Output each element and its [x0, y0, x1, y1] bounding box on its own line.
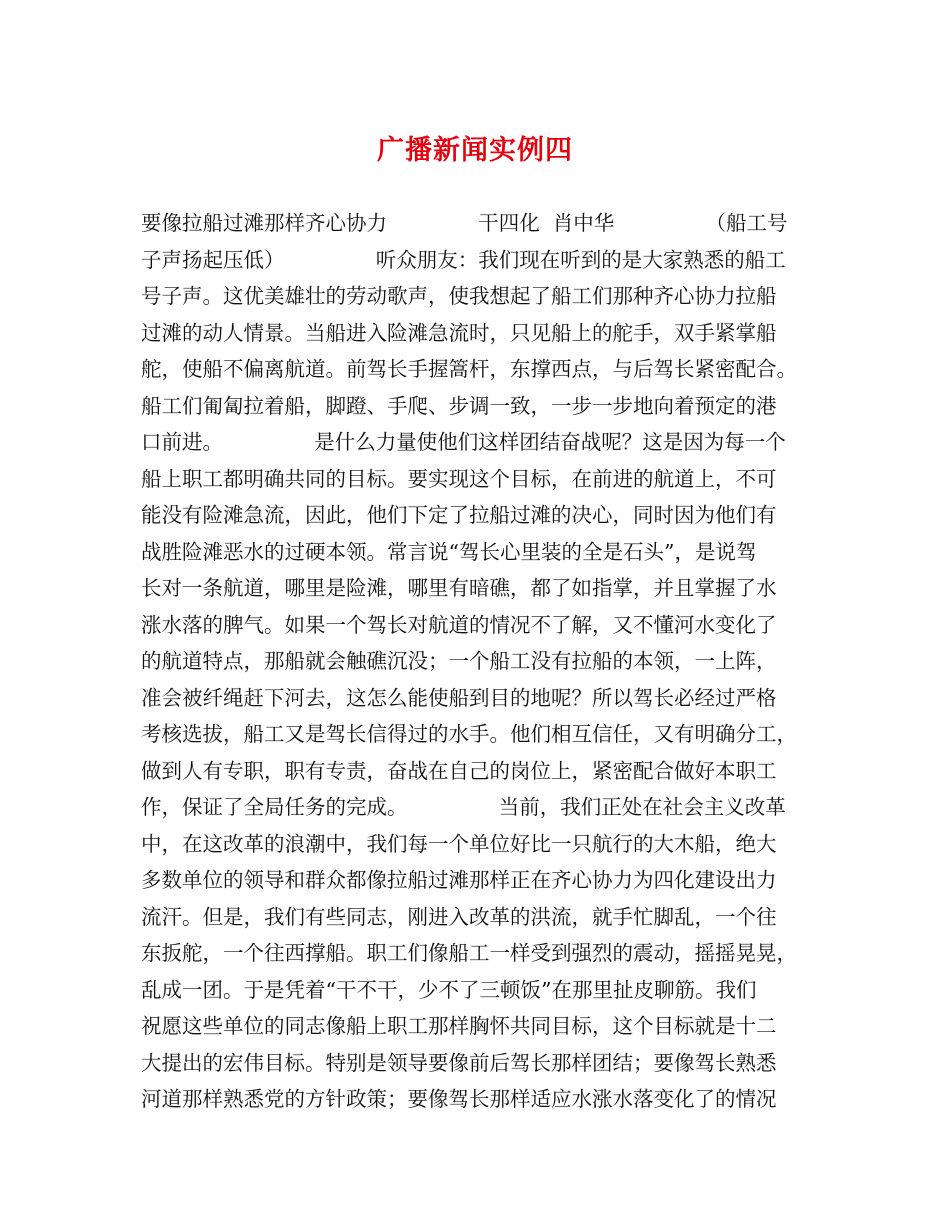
body-text-line: 东扳舵，一个往西撑船。职工们像船工一样受到强烈的震动，摇摇晃晃， [141, 941, 797, 965]
body-text-line: 中，在这改革的浪潮中，我们每一个单位好比一只航行的大木船，绝大 [141, 831, 777, 856]
body-text-line: 口前进。 是什么力量使他们这样团结奋战呢？这是因为每一个 [141, 430, 786, 454]
body-text-line: 大提出的宏伟目标。特别是领导要像前后驾长那样团结；要像驾长熟悉 [141, 1050, 777, 1075]
body-text-line: 子声扬起压低） 听众朋友：我们现在听到的是大家熟悉的船工 [141, 247, 786, 272]
body-text-line: 要像拉船过滩那样齐心协力 干四化 肖中华 （船工号 [141, 211, 788, 235]
body-text-line: 长对一条航道，哪里是险滩，哪里有暗礁，都了如指掌，并且掌握了水 [141, 576, 777, 600]
body-text-line: 号子声。这优美雄壮的劳动歌声，使我想起了船工们那种齐心协力拉船 [141, 284, 777, 308]
body-text-line: 乱成一团。于是凭着“干不干，少不了三顿饭”在那里扯皮聊筋。我们 [141, 977, 757, 1002]
document-title: 广播新闻实例四 [377, 135, 573, 166]
body-text-line: 考核选拔，船工又是驾长信得过的水手。他们相互信任，又有明确分工， [141, 722, 797, 746]
body-text-line: 涨水落的脾气。如果一个驾长对航道的情况不了解，又不懂河水变化了 [141, 612, 777, 637]
body-text-line: 多数单位的领导和群众都像拉船过滩那样正在齐心协力为四化建设出力 [141, 868, 777, 892]
body-text-line: 能没有险滩急流，因此，他们下定了拉船过滩的决心，同时因为他们有 [141, 503, 777, 527]
body-text-line: 作，保证了全局任务的完成。 当前，我们正处在社会主义改革 [141, 795, 786, 819]
body-text-line: 船工们匍匐拉着船，脚蹬、手爬、步调一致，一步一步地向着预定的港 [141, 393, 777, 418]
body-text-line: 舵，使船不偏离航道。前驾长手握篙杆，东撑西点，与后驾长紧密配合。 [141, 357, 797, 381]
body-text-line: 战胜险滩恶水的过硬本领。常言说“驾长心里装的全是石头”，是说驾 [141, 539, 757, 564]
body-text-line: 的航道特点，那船就会触礁沉没；一个船工没有拉船的本领，一上阵， [141, 649, 777, 673]
body-text-line: 船上职工都明确共同的目标。要实现这个目标，在前进的航道上，不可 [141, 466, 777, 491]
body-text-line: 河道那样熟悉党的方针政策；要像驾长那样适应水涨水落变化了的情况 [141, 1087, 777, 1111]
document-body [141, 205, 831, 1118]
body-text-line: 流汗。但是，我们有些同志，刚进入改革的洪流，就手忙脚乱，一个往 [141, 904, 777, 929]
body-text-line: 准会被纤绳赶下河去，这怎么能使船到目的地呢？所以驾长必经过严格 [141, 685, 777, 710]
body-text-line: 过滩的动人情景。当船进入险滩急流时，只见船上的舵手，双手紧掌船 [141, 320, 777, 345]
body-text-line: 做到人有专职，职有专责，奋战在自己的岗位上，紧密配合做好本职工 [141, 758, 777, 783]
body-text-line: 祝愿这些单位的同志像船上职工那样胸怀共同目标，这个目标就是十二 [141, 1014, 777, 1038]
